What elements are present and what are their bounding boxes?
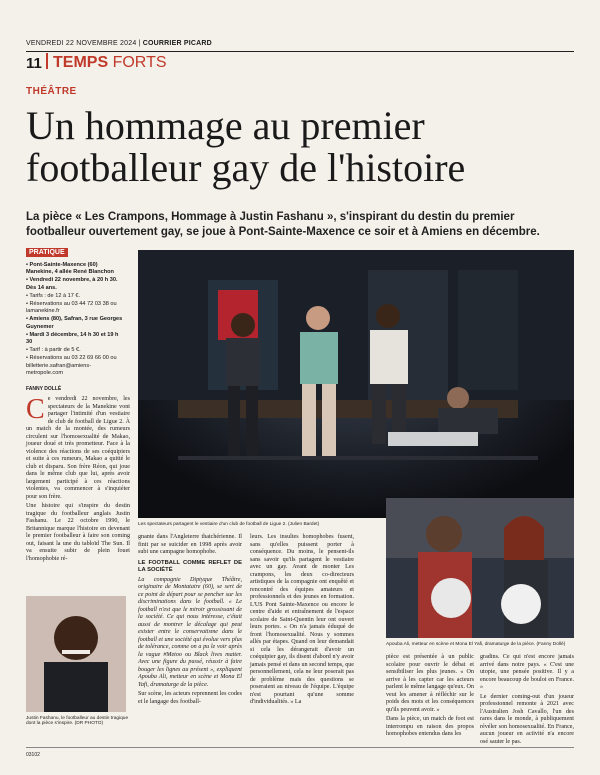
subhead: LE FOOTBALL COMME REFLET DE LA SOCIÉTÉ xyxy=(138,559,242,573)
right-photo xyxy=(386,498,574,638)
article-column-1: Ce vendredi 22 novembre, les spectateurs de la Manekine vont partager l'intimité d'un vestiaire de club de football de Ligue 2. À un match de la montée, des rumeurs circulent sur l'homosexualité de Makao, joueur doué et très prometteur. Face à la violence des réactions de ses coéquipiers et suite à ces rumeurs, Makao a quitté le club et disparu. Son frère Réon, qui joue dans le même club que lui, après avoir largement participé à ces réactions violentes, va commencer à s'inquiéter pour son frère. Une histoire qui s'inspire du destin tragique du footballeur anglais Justin Fashanu. Le 22 octobre 1990, le Britannique marque l'histoire en devenant le premier footballeur à faire son coming out, faisant la une du tabloïd The Sun. Il va ensuite subir de plein fouet l'homophobie ré- xyxy=(26,394,130,562)
dropcap: C xyxy=(26,394,45,425)
publication-name: COURRIER PICARD xyxy=(142,40,212,47)
byline: FANNY DOLLÉ xyxy=(26,386,62,392)
pratique-item: • Réservations au 03 44 72 03 38 ou lamanekine.fr xyxy=(26,301,117,315)
pratique-box xyxy=(26,262,126,378)
pratique-item: • Amiens (80), Safran, 3 rue Georges Guynemer xyxy=(26,316,123,330)
pratique-item: • Pont-Sainte-Maxence (60) Manekine, 4 allée René Blanchon xyxy=(26,262,114,276)
pratique-label: PRATIQUE xyxy=(26,248,68,257)
article-column-5: gradins. Ce qui n'est encore jamais arrivé dans notre pays. « C'est une utopie, une pensée positive. Il y a encore beaucoup de boulot en France. » Le dernier coming-out d'un joueur professionnel remonte à 2021 avec l'Australien Josh Cavallo, l'un des rares dans le monde, à publiquement révéler son homosexualité. En France, aucun joueur en activité n'a encore osé sauter le pas. xyxy=(480,654,574,745)
footer-rule xyxy=(26,747,574,748)
page-number: 11 xyxy=(26,55,42,72)
main-photo-caption: Les spectateurs partagent le vestiaire d'un club de football de Ligue 2. (Julien Bardet) xyxy=(138,522,320,527)
article-column-4: pièce est présentée à un public scolaire pour ouvrir le débat et sensibiliser les plus jeunes. « On arrive à les capter car les acteurs parlent le même langage qu'eux. On veut les amener à réfléchir sur le poids des mots et les conséquences qu'ils peuvent avoir. » Dans la pièce, un match de foot est interrompu en raison des propos homophobes entendus dans les xyxy=(386,654,474,737)
footer-code: 03102 xyxy=(26,752,40,758)
headline: Un hommage au premier footballeur gay de l'histoire xyxy=(26,103,466,190)
pratique-item: • Mardi 3 décembre, 14 h 30 et 19 h 30 xyxy=(26,331,119,346)
section-bar xyxy=(46,53,48,69)
pratique-item: • Tarifs : de 12 à 17 €. xyxy=(26,292,81,299)
header-rule xyxy=(26,51,574,52)
article-column-2: gnante dans l'Angleterre thatchérienne. Il finit par se suicider en 1998 après avoir subi une campagne homophobe. LE FOOTBALL COMME REFLET DE LA SOCIÉTÉ La compagnie Diptyque Théâtre, originaire de Montataire (60), se sert de ce point de départ pour se pencher sur les discriminations dans le football. « Le football n'est que le miroir grossissant de la société. Ce qui nous intéresse, c'était aussi de montrer le décalage qui peut exister entre le conservatisme dans le football et une société qui évolue vers plus de tolérance, comme on a pu le voir après la vague #Metoo ou Black lives matter. Avec une figure du passé, réussir à faire bouger les lignes au présent », expliquent Apouba Ali, metteur en scène et Mona El Yafi, dramaturge de la pièce. Sur scène, les acteurs reprennent les codes et le langage des football- xyxy=(138,534,242,705)
kicker: THÉÂTRE xyxy=(26,86,77,97)
pratique-item: • Vendredi 22 novembre, à 20 h 30. Dès 14 ans. xyxy=(26,277,118,291)
pratique-item: • Réservations au 03 22 69 66 00 ou billetterie.safran@amiens-metropole.com xyxy=(26,355,117,376)
issue-date: VENDREDI 22 NOVEMBRE 2024 xyxy=(26,40,137,47)
stage-scene-illustration xyxy=(138,250,574,518)
main-photo xyxy=(138,250,574,518)
right-photo-caption: Apouba Ali, metteur en scène et Mona El Yafi, dramaturge de la pièce. (Fanny Dollé) xyxy=(386,642,566,647)
page-header: VENDREDI 22 NOVEMBRE 2024 | COURRIER PICARD xyxy=(26,40,574,47)
section-title: TEMPS FORTS xyxy=(46,53,167,72)
pratique-item: • Tarif : à partir de 5 €. xyxy=(26,347,81,354)
portrait-illustration xyxy=(26,596,126,712)
director-duo-illustration xyxy=(386,498,574,638)
left-photo-caption: Justin Fashanu, le footballeur au destin tragique dont la pièce s'inspire. (DR PHOTO) xyxy=(26,716,129,726)
left-photo xyxy=(26,596,126,712)
lead-paragraph: La pièce « Les Crampons, Hommage à Justin Fashanu », s'inspirant du destin du premier footballeur ouvertement gay, se joue à Pont-Sainte-Maxence ce soir et à Amiens en décembre. xyxy=(26,211,540,238)
article-column-3: leurs. Les insultes homophobes fusent, sans qu'elles puissent porter à conséquence. Du moins, le pensent-ils sans savoir qu'ils partagent le vestiaire avec un gay. Avant de monter Les crampons, les deux co-directeurs artistiques de la compagnie ont enquêté et rencontré des équipes amateurs et professionnels et des jeunes en formation. L'US Pont Sainte-Maxence ou encore le centre d'aide et entraînement de l'espace scolaire de Saint-Quentin leur ont ouvert leurs portes. « On n'a jamais éduqué de front l'homosexualité. Nous y sommes allés par étapes. Quand on leur demandait si cela les dérangerait d'avoir un coéquipier gay, ils disent d'abord n'y avoir jamais pensé et dans un second temps, que personnellement, cela ne leur poserait pas de problème mais des questions se poseraient au niveau de l'équipe. L'équipe n'est pourtant qu'une somme d'individualités. » La xyxy=(250,534,354,705)
